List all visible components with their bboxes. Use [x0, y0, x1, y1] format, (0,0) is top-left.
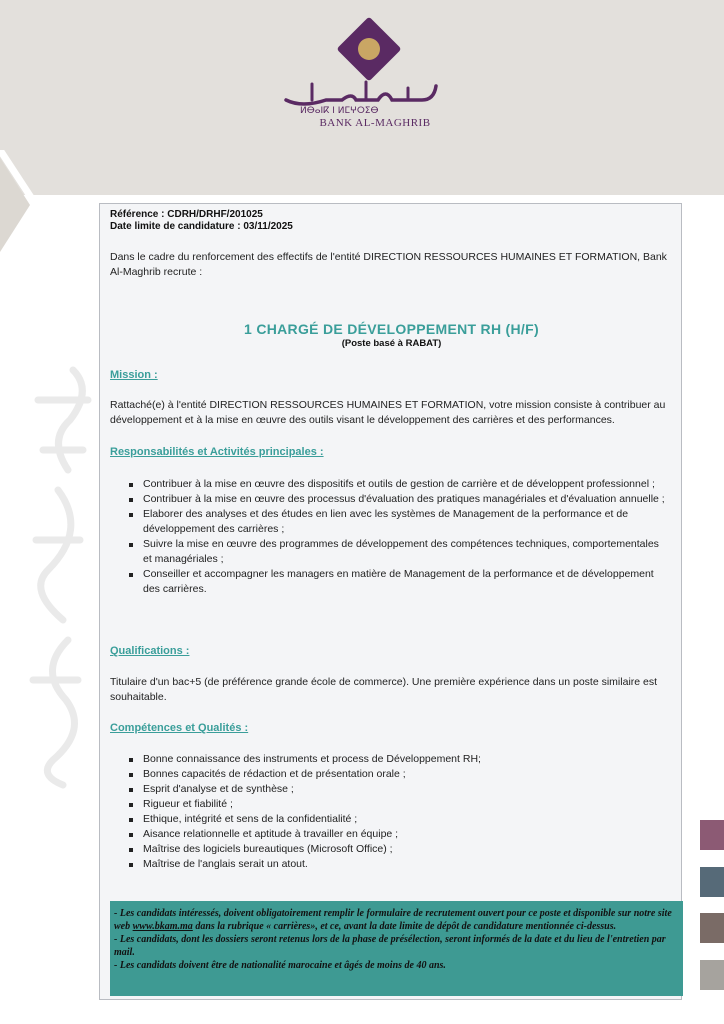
- intro-paragraph: Dans le cadre du renforcement des effectifs de l'entité DIRECTION RESSOURCES HUMAINES ET FORMATION, Bank Al-Maghrib recrute :: [110, 251, 667, 278]
- notice-paragraph-1: - Les candidats intéressés, doivent obligatoirement remplir le formulaire de recrutement ouvert pour ce poste et disponible sur notre site web www.bkam.ma dans la rubrique « carrières», et ce, avant la date limite de dépôt de candidature mentionnée ci-dessus.: [114, 908, 672, 932]
- list-item: Maîtrise des logiciels bureautiques (Microsoft Office) ;: [126, 842, 666, 857]
- calligraphy-watermark: [18, 360, 98, 790]
- bank-logo: [0, 0, 724, 195]
- list-item: Maîtrise de l'anglais serait un atout.: [126, 857, 666, 872]
- list-item: Bonnes capacités de rédaction et de présentation orale ;: [126, 767, 666, 782]
- logo-emblem-icon: [336, 16, 401, 81]
- list-item: Suivre la mise en œuvre des programmes de développement des compétences techniques, comportementales et managériales ;: [126, 537, 666, 567]
- website-link[interactable]: www.bkam.ma: [132, 921, 193, 932]
- list-item: Aisance relationnelle et aptitude à travailler en équipe ;: [126, 827, 666, 842]
- color-swatch: [700, 913, 724, 943]
- reference-number: Référence : CDRH/DRHF/201025: [110, 209, 263, 220]
- qualifications-text: Titulaire d'un bac+5 (de préférence grande école de commerce). Une première expérience dans un poste similaire est souhaitable.: [110, 676, 658, 703]
- svg-text:ⵍⴱⴰⵏⴽ ⵏ ⵍⵎⵖⵔⵉⴱ: ⵍⴱⴰⵏⴽ ⵏ ⵍⵎⵖⵔⵉⴱ: [300, 106, 379, 114]
- decorative-chevron: [0, 150, 40, 260]
- deadline-date: Date limite de candidature : 03/11/2025: [110, 221, 293, 232]
- color-swatch: [700, 960, 724, 990]
- job-title: 1 CHARGÉ DE DÉVELOPPEMENT RH (H/F): [244, 321, 539, 337]
- list-item: Esprit d'analyse et de synthèse ;: [126, 782, 666, 797]
- notice-paragraph-3: - Les candidats doivent être de nationalité marocaine et âgés de moins de 40 ans.: [114, 960, 446, 971]
- responsibilities-list: [126, 477, 666, 597]
- color-swatch: [700, 820, 724, 850]
- logo-latin-text: BANK AL-MAGHRIB: [319, 117, 431, 129]
- competences-list: [126, 752, 666, 872]
- list-item: Conseiller et accompagner les managers en matière de Management de la performance et de développement des carrières.: [126, 567, 666, 597]
- notice-paragraph-2: - Les candidats, dont les dossiers seront retenus lors de la phase de présélection, seront informés de la date et du lieu de l'entretien par mail.: [114, 934, 666, 958]
- job-location: (Poste basé à RABAT): [341, 338, 442, 349]
- competences-heading: Compétences et Qualités :: [110, 722, 249, 734]
- list-item: Contribuer à la mise en œuvre des dispositifs et outils de gestion de carrière et de développent professionnel ;: [126, 477, 666, 492]
- qualifications-heading: Qualifications :: [110, 645, 190, 657]
- list-item: Elaborer des analyses et des études en lien avec les systèmes de Management de la performance et de développement des carrières ;: [126, 507, 666, 537]
- responsibilities-heading: Responsabilités et Activités principales :: [110, 446, 324, 458]
- color-swatch: [700, 867, 724, 897]
- job-offer-card: [99, 203, 682, 1000]
- reference-block: [110, 209, 293, 233]
- list-item: Bonne connaissance des instruments et process de Développement RH;: [126, 752, 666, 767]
- mission-text: Rattaché(e) à l'entité DIRECTION RESSOURCES HUMAINES ET FORMATION, votre mission consiste à contribuer au développement et à la mise en œuvre des outils visant le développement des carrières et des performances.: [110, 399, 666, 426]
- list-item: Rigueur et fiabilité ;: [126, 797, 666, 812]
- list-item: Ethique, intégrité et sens de la confidentialité ;: [126, 812, 666, 827]
- mission-heading: Mission :: [110, 369, 158, 381]
- list-item: Contribuer à la mise en œuvre des processus d'évaluation des pratiques managériales et d'évaluation annuelle ;: [126, 492, 666, 507]
- application-notice: [110, 901, 683, 996]
- logo-arabic-wordmark: [282, 74, 442, 114]
